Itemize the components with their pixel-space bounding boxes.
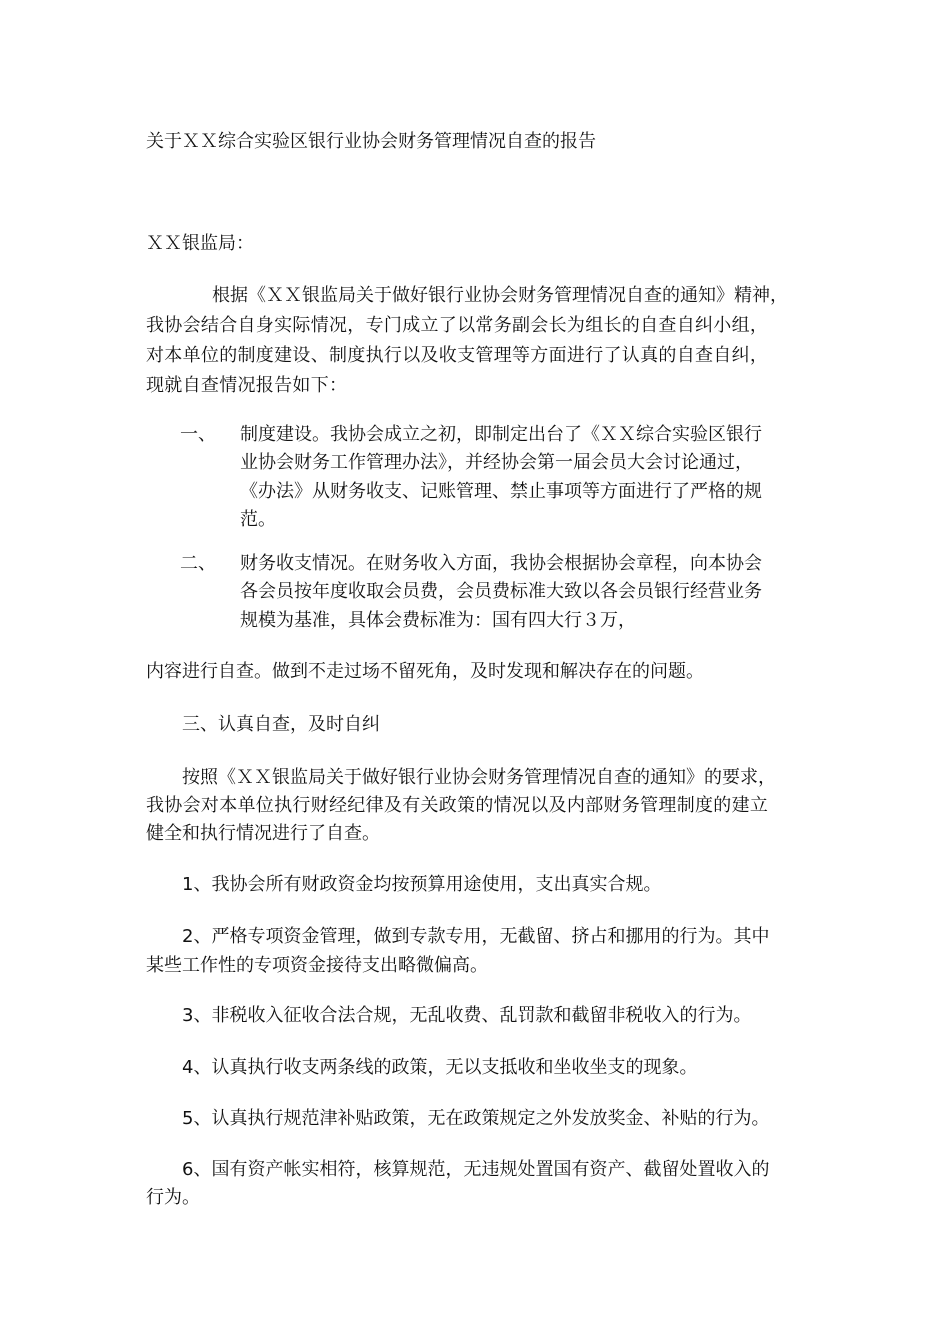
section2-line: 财务收支情况。在财务收入方面，我协会根据协会章程，向本协会 bbox=[240, 553, 762, 574]
para3-line: 按照《ＸＸ银监局关于做好银行业协会财务管理情况自查的通知》的要求， bbox=[182, 767, 776, 788]
section1-line: 范。 bbox=[240, 509, 276, 530]
list-item: 3、非税收入征收合法合规，无乱收费、乱罚款和截留非税收入的行为。 bbox=[182, 1005, 752, 1026]
list-item-continuation: 行为。 bbox=[146, 1187, 200, 1208]
list-item: 4、认真执行收支两条线的政策，无以支抵收和坐收坐支的现象。 bbox=[182, 1057, 698, 1078]
list-item: 5、认真执行规范津补贴政策，无在政策规定之外发放奖金、补贴的行为。 bbox=[182, 1108, 770, 1129]
para3-line: 我协会对本单位执行财经纪律及有关政策的情况以及内部财务管理制度的建立 bbox=[146, 795, 769, 816]
section1-line: 制度建设。我协会成立之初，即制定出台了《ＸＸ综合实验区银行 bbox=[240, 424, 762, 445]
list-item: 6、国有资产帐实相符，核算规范，无违规处置国有资产、截留处置收入的 bbox=[182, 1159, 770, 1180]
fragment-paragraph: 内容进行自查。做到不走过场不留死角，及时发现和解决存在的问题。 bbox=[146, 661, 704, 682]
document-title: 关于ＸＸ综合实验区银行业协会财务管理情况自查的报告 bbox=[146, 131, 596, 152]
intro-line: 现就自查情况报告如下： bbox=[146, 375, 348, 396]
list-item-continuation: 某些工作性的专项资金接待支出略微偏高。 bbox=[146, 955, 488, 976]
section1-line: 业协会财务工作管理办法》，并经协会第一届会员大会讨论通过， bbox=[240, 452, 753, 473]
section2-line: 各会员按年度收取会员费，会员费标准大致以各会员银行经营业务 bbox=[240, 581, 762, 602]
intro-line: 根据《ＸＸ银监局关于做好银行业协会财务管理情况自查的通知》精神， bbox=[212, 285, 788, 306]
salutation: ＸＸ银监局： bbox=[146, 233, 254, 254]
section2-line: 规模为基准，具体会费标准为：国有四大行３万， bbox=[240, 610, 636, 631]
list-item: 2、严格专项资金管理，做到专款专用，无截留、挤占和挪用的行为。其中 bbox=[182, 926, 770, 947]
list-item: 1、我协会所有财政资金均按预算用途使用，支出真实合规。 bbox=[182, 874, 662, 895]
section3-heading: 三、认真自查，及时自纠 bbox=[182, 714, 380, 735]
section-number: 一、 bbox=[180, 424, 216, 445]
intro-line: 对本单位的制度建设、制度执行以及收支管理等方面进行了认真的自查自纠， bbox=[146, 345, 769, 366]
section1-line: 《办法》从财务收支、记账管理、禁止事项等方面进行了严格的规 bbox=[240, 481, 762, 502]
para3-line: 健全和执行情况进行了自查。 bbox=[146, 823, 380, 844]
intro-line: 我协会结合自身实际情况，专门成立了以常务副会长为组长的自查自纠小组， bbox=[146, 315, 769, 336]
section-number: 二、 bbox=[180, 553, 216, 574]
